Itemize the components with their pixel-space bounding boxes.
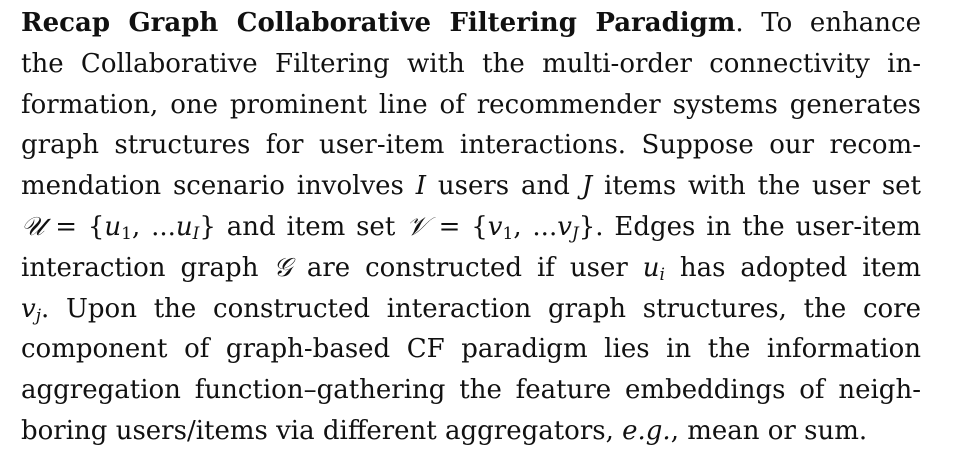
math-u: u xyxy=(642,252,660,283)
paragraph-heading: Recap Graph Collaborative Filtering Paradigm xyxy=(21,8,736,38)
math-equals: = { xyxy=(44,211,105,242)
math-v: v xyxy=(557,211,572,242)
math-u: u xyxy=(175,211,193,242)
text: mendation scenario involves xyxy=(21,171,416,202)
text: items with the user set xyxy=(592,171,921,202)
math-dots: , ... xyxy=(131,211,176,242)
line-8 xyxy=(21,289,921,330)
text: . To enhance xyxy=(735,8,922,38)
line-7 xyxy=(21,248,921,289)
text: are constructed if user xyxy=(291,252,643,283)
line-6 xyxy=(21,207,921,248)
math-sub-j: J xyxy=(571,223,579,244)
line-1 xyxy=(21,3,921,44)
math-sub-1: 1 xyxy=(121,223,132,244)
math-var-j: J xyxy=(581,171,593,202)
line-11 xyxy=(21,411,921,452)
math-user-set: 𝒰 xyxy=(21,211,45,242)
math-dots: , ... xyxy=(513,211,558,242)
line-4: graph structures for user-item interactions. Suppose our recom- xyxy=(21,130,921,161)
math-v: v xyxy=(21,293,36,324)
line-2: the Collaborative Filtering with the multi-order connectivity in- xyxy=(21,48,921,79)
text: }. Edges in the user-item xyxy=(578,211,922,242)
line-9: component of graph-based CF paradigm lies in the information xyxy=(21,334,921,365)
text-eg: e.g. xyxy=(622,415,671,446)
paragraph xyxy=(21,3,921,452)
math-item-set: 𝒱 xyxy=(406,211,428,242)
line-10: aggregation function–gathering the feature embeddings of neigh- xyxy=(21,375,921,406)
text: users and xyxy=(426,171,582,202)
line-5 xyxy=(21,166,921,207)
math-v: v xyxy=(487,211,503,242)
math-var-i: I xyxy=(415,171,427,202)
math-sub-1: 1 xyxy=(502,223,514,244)
text: boring users/items via different aggregators, xyxy=(21,415,623,446)
line-3: formation, one prominent line of recommender systems generates xyxy=(21,89,921,120)
text: interaction graph xyxy=(21,252,274,283)
text: } and item set xyxy=(199,211,407,242)
math-sub-j: j xyxy=(35,305,41,326)
math-sub-i: i xyxy=(659,264,665,285)
text: has adopted item xyxy=(664,252,922,283)
text: . Upon the constructed interaction graph structures, the core xyxy=(40,293,921,324)
math-u: u xyxy=(104,211,122,242)
math-equals: = { xyxy=(427,211,488,242)
math-sub-i: I xyxy=(192,223,200,244)
text: , mean or sum. xyxy=(670,415,868,446)
math-graph: 𝒢 xyxy=(273,252,292,283)
